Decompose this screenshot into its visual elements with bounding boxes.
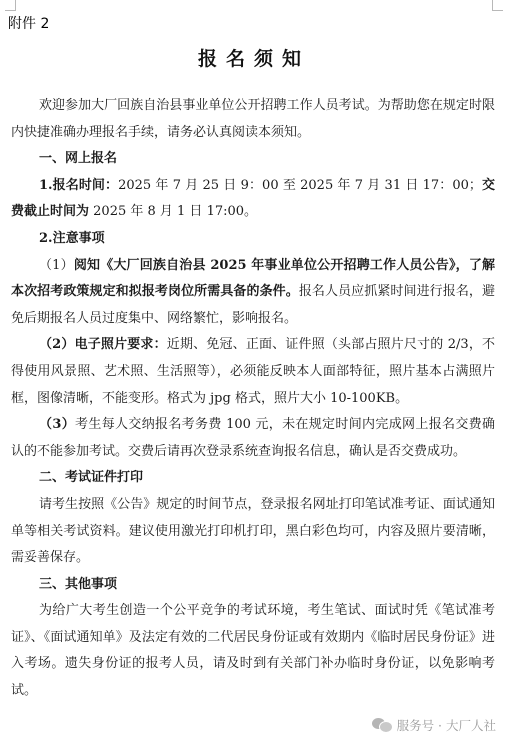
- notes-heading: 2.注意事项: [39, 230, 105, 246]
- note-3-bold: （3）: [39, 417, 76, 433]
- note-2-paragraph: [11, 332, 495, 412]
- registration-time-paragraph: [11, 173, 495, 226]
- note-1-bold: 阅知《大厂回族自治县 2025 年事业单位公开招聘工作人员公告》，了解本次招考政策规定和拟报考岗位所需具备的条件。: [11, 257, 496, 300]
- section-3-paragraph: 为给广大考生创造一个公平竞争的考试环境，考生笔试、面试时凭《笔试准考证》、《面试通知单》及法定有效的二代居民身份证或有效期内《临时居民身份证》进入考场。遗失身份证的报考人员，请及时到有关部门补办临时身份证，以免影响考试。: [11, 603, 495, 699]
- page-corner-mark-left: [5, 0, 16, 11]
- watermark-text: 服务号 · 大厂人社: [396, 718, 496, 733]
- intro-paragraph: 欢迎参加大厂回族自治县事业单位公开招聘工作人员考试。为帮助您在规定时限内快捷准确办理报名手续，请务必认真阅读本须知。: [11, 98, 495, 140]
- page-corner-mark-right: [492, 0, 503, 11]
- note-2-text: 近期、免冠、正面、证件照（头部占照片尺寸的 2/3，不得使用风景照、艺术照、生活照等），必须能反映本人面部特征，照片基本占满照片框，图像清晰，不能变形。格式为 jpg 格式，照片大小 10-100KB。: [11, 337, 495, 406]
- section-3-heading: 三、其他事项: [39, 576, 118, 592]
- registration-time-text: 2025 年 7 月 25 日 9：00 至 2025 年 7 月 31 日 17：00；: [118, 177, 482, 193]
- fee-deadline-text: 2025 年 8 月 1 日 17:00。: [89, 204, 258, 220]
- section-2-paragraph: 请考生按照《公告》规定的时间节点，登录报名网址打印笔试准考证、面试通知单等相关考试资料。建议使用激光打印机打印，黑白彩色均可，内容及照片要清晰，需妥善保存。: [11, 496, 495, 566]
- note-1-prefix: （1）: [39, 257, 74, 273]
- attachment-label: 附件 2: [8, 16, 50, 32]
- document-body: [11, 93, 495, 705]
- registration-time-label: 1.报名时间：: [39, 177, 119, 193]
- note-1-paragraph: [11, 253, 495, 333]
- section-2-heading: 二、考试证件打印: [39, 470, 144, 486]
- note-3-paragraph: [11, 412, 495, 465]
- wechat-icon: [372, 717, 392, 733]
- document-title: 报名须知: [197, 48, 310, 70]
- section-1-heading: 一、网上报名: [39, 151, 118, 167]
- fee-deadline-label: 交费截止时间为: [11, 177, 495, 220]
- note-1-text: 报名人员应抓紧时间进行报名，避免后期报名人员过度集中、网络繁忙，影响报名。: [11, 284, 495, 326]
- watermark: [372, 716, 496, 734]
- note-2-bold: （2）电子照片要求：: [39, 337, 167, 353]
- note-3-text: 考生每人交纳报名考务费 100 元，未在规定时间内完成网上报名交费确认的不能参加考试。交费后请再次登录系统查询报名信息，确认是否交费成功。: [11, 417, 496, 459]
